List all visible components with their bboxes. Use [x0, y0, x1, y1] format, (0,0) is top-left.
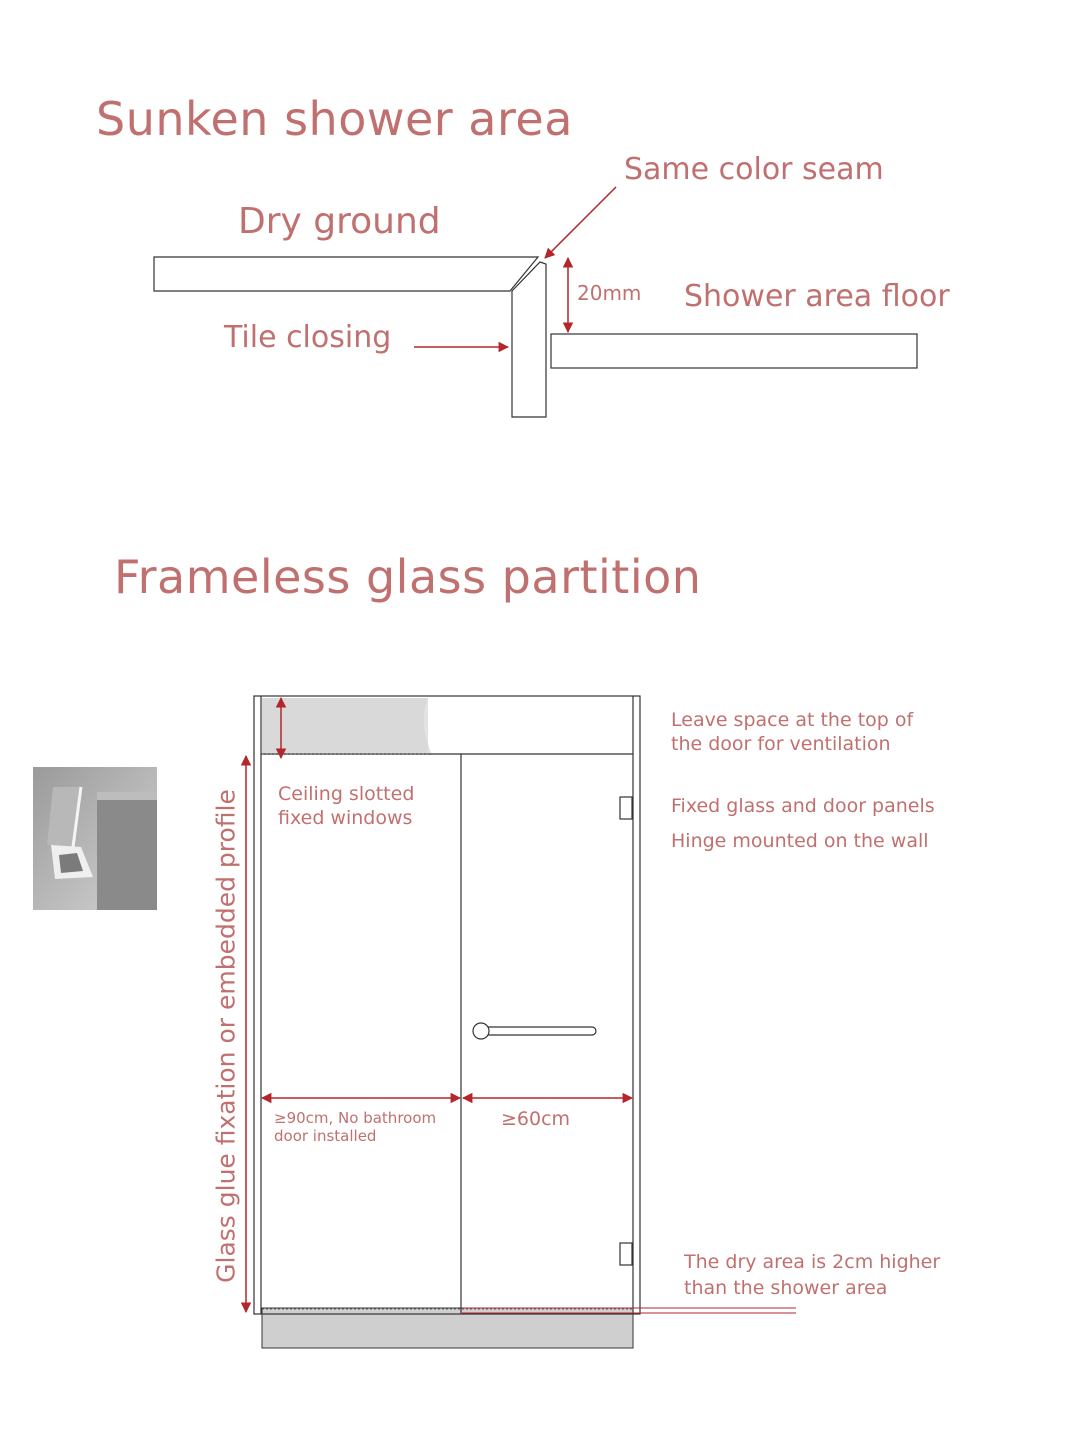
ceiling-gap-shading — [262, 698, 428, 755]
ventilation-note-line1: Leave space at the top of — [671, 709, 914, 731]
seam-arrow — [545, 187, 616, 258]
dry-ground-tile — [154, 257, 538, 291]
ceiling-windows-label-line2: fixed windows — [278, 807, 413, 829]
right-width-label: ≥60cm — [501, 1108, 571, 1130]
gap-label: 20mm — [577, 281, 642, 305]
upper-hinge — [620, 797, 632, 819]
ceiling-windows-label-line1: Ceiling slotted — [278, 783, 415, 805]
partition-title: Frameless glass partition — [114, 550, 702, 604]
profile-photo — [33, 767, 157, 910]
sunken-title: Sunken shower area — [96, 92, 573, 146]
hinge-note: Hinge mounted on the wall — [671, 830, 929, 852]
same-color-seam-label: Same color seam — [624, 152, 884, 187]
dry-ground-label: Dry ground — [238, 201, 441, 242]
fixed-glass-note: Fixed glass and door panels — [671, 795, 935, 817]
left-width-label-line2: door installed — [274, 1127, 377, 1145]
tile-closing-piece — [512, 262, 546, 417]
sunken-section-drawing — [154, 257, 917, 417]
dry-area-note-line1: The dry area is 2cm higher — [684, 1251, 941, 1273]
vertical-fixation-label: Glass glue fixation or embedded profile — [211, 789, 241, 1283]
lower-hinge — [620, 1243, 632, 1265]
ventilation-note-line2: the door for ventilation — [671, 733, 891, 755]
door-handle — [473, 1023, 596, 1039]
tile-closing-label: Tile closing — [224, 320, 392, 355]
dry-area-note-line2: than the shower area — [684, 1277, 888, 1299]
shower-floor-label: Shower area floor — [684, 279, 950, 314]
shower-floor-tile — [551, 334, 917, 368]
left-width-label-line1: ≥90cm, No bathroom — [274, 1109, 437, 1127]
